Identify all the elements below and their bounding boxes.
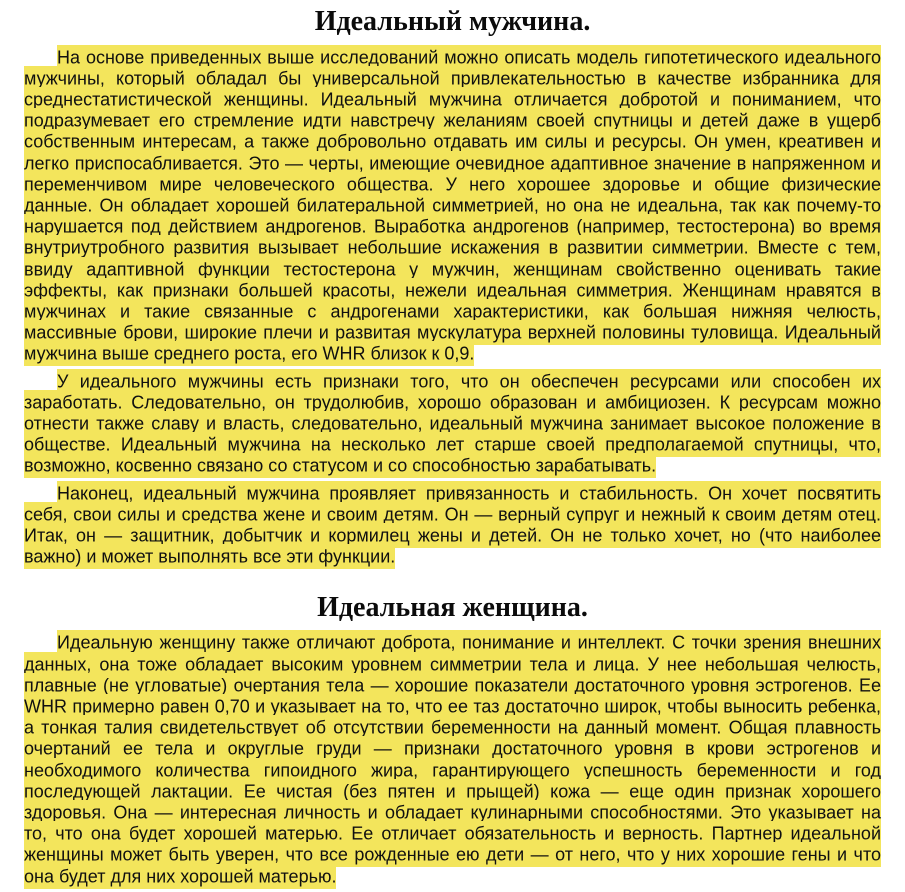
section-title-ideal-man: Идеальный мужчина. (314, 6, 591, 37)
highlighted-text: Наконец, идеальный мужчина проявляет привязанность и стабильность. Он хочет посвятить себя, свои силы и средства жене и своим детям. Он — верный супруг и нежный к своим детям отец. Итак, он — защитник, добытчик и кормилец жены и детей. Он не только хочет, но (что наиболее важно) и может выполнять все эти функции. (24, 481, 881, 570)
paragraph-ideal-woman-1 (24, 633, 881, 887)
paragraph-ideal-man-1 (24, 47, 881, 365)
paragraph-ideal-man-3 (24, 483, 881, 568)
highlighted-text: На основе приведенных выше исследований можно описать модель гипотетического идеального мужчины, который обладал бы универсальной привлекательностью в качестве избранника для среднестатистической женщины. Идеальный мужчина отличается добротой и пониманием, что подразумевает его стремление идти навстречу желаниям своей спутницы и детей даже в ущерб собственным интересам, а также добровольно отдавать им силы и ресурсы. Он умен, креативен и легко приспосабливается. Это — черты, имеющие очевидное адаптивное значение в напряженном и переменчивом мире человеческого общества. У него хорошее здоровье и общие физические данные. Он обладает хорошей билатеральной симметрией, но она не идеальна, так как почему-то нарушается под действием андрогенов. Выработка андрогенов (например, тестостерона) во время внутриутробного развития вызывает небольшие искажения в развитии симметрии. Вместе с тем, ввиду адаптивной функции тестостерона у мужчин, женщинам свойственно оценивать такие эффекты, как признаки большей красоты, нежели идеальная симметрия. Женщинам нравятся в мужчинах и такие связанные с андрогенами характеристики, как большая нижняя челюсть, массивные брови, широкие плечи и развитая мускулатура верхней половины туловища. Идеальный мужчина выше среднего роста, его WHR близок к 0,9. (24, 45, 881, 367)
section-title-ideal-woman: Идеальная женщина. (317, 591, 588, 623)
paragraph-ideal-man-2 (24, 371, 881, 477)
highlighted-text: У идеального мужчины есть признаки того, что он обеспечен ресурсами или способен их заработать. Следовательно, он трудолюбив, хорошо образован и амбициозен. К ресурсам можно отнести также славу и власть, следовательно, идеальный мужчина занимает высокое положение в обществе. Идеальный мужчина на несколько лет старше своей предполагаемой спутницы, что, возможно, косвенно связано со статусом и со способностью зарабатывать. (24, 369, 881, 479)
highlighted-text: Идеальную женщину также отличают доброта, понимание и интеллект. С точки зрения внешних данных, она тоже обладает высоким уровнем симметрии тела и лица. У нее небольшая челюсть, плавные (не угловатые) очертания тела — хорошие показатели достаточного уровня эстрогенов. Ее WHR примерно равен 0,70 и указывает на то, что ее таз достаточно широк, чтобы выносить ребенка, а тонкая талия свидетельствует об отсутствии беременности на данный момент. Общая плавность очертаний ее тела и округлые груди — признаки достаточного уровня в крови эстрогенов и необходимого количества гипоидного жира, гарантирующего успешность беременности и год последующей лактации. Ее чистая (без пятен и прыщей) кожа — еще один признак хорошего здоровья. Она — интересная личность и обладает кулинарными способностями. Это указывает на то, что она будет хорошей матерью. Ее отличает обязательность и верность. Партнер идеальной женщины может быть уверен, что все рожденные ею дети — от него, что у них хорошие гены и что она будет для них хорошей матерью. (24, 630, 881, 888)
